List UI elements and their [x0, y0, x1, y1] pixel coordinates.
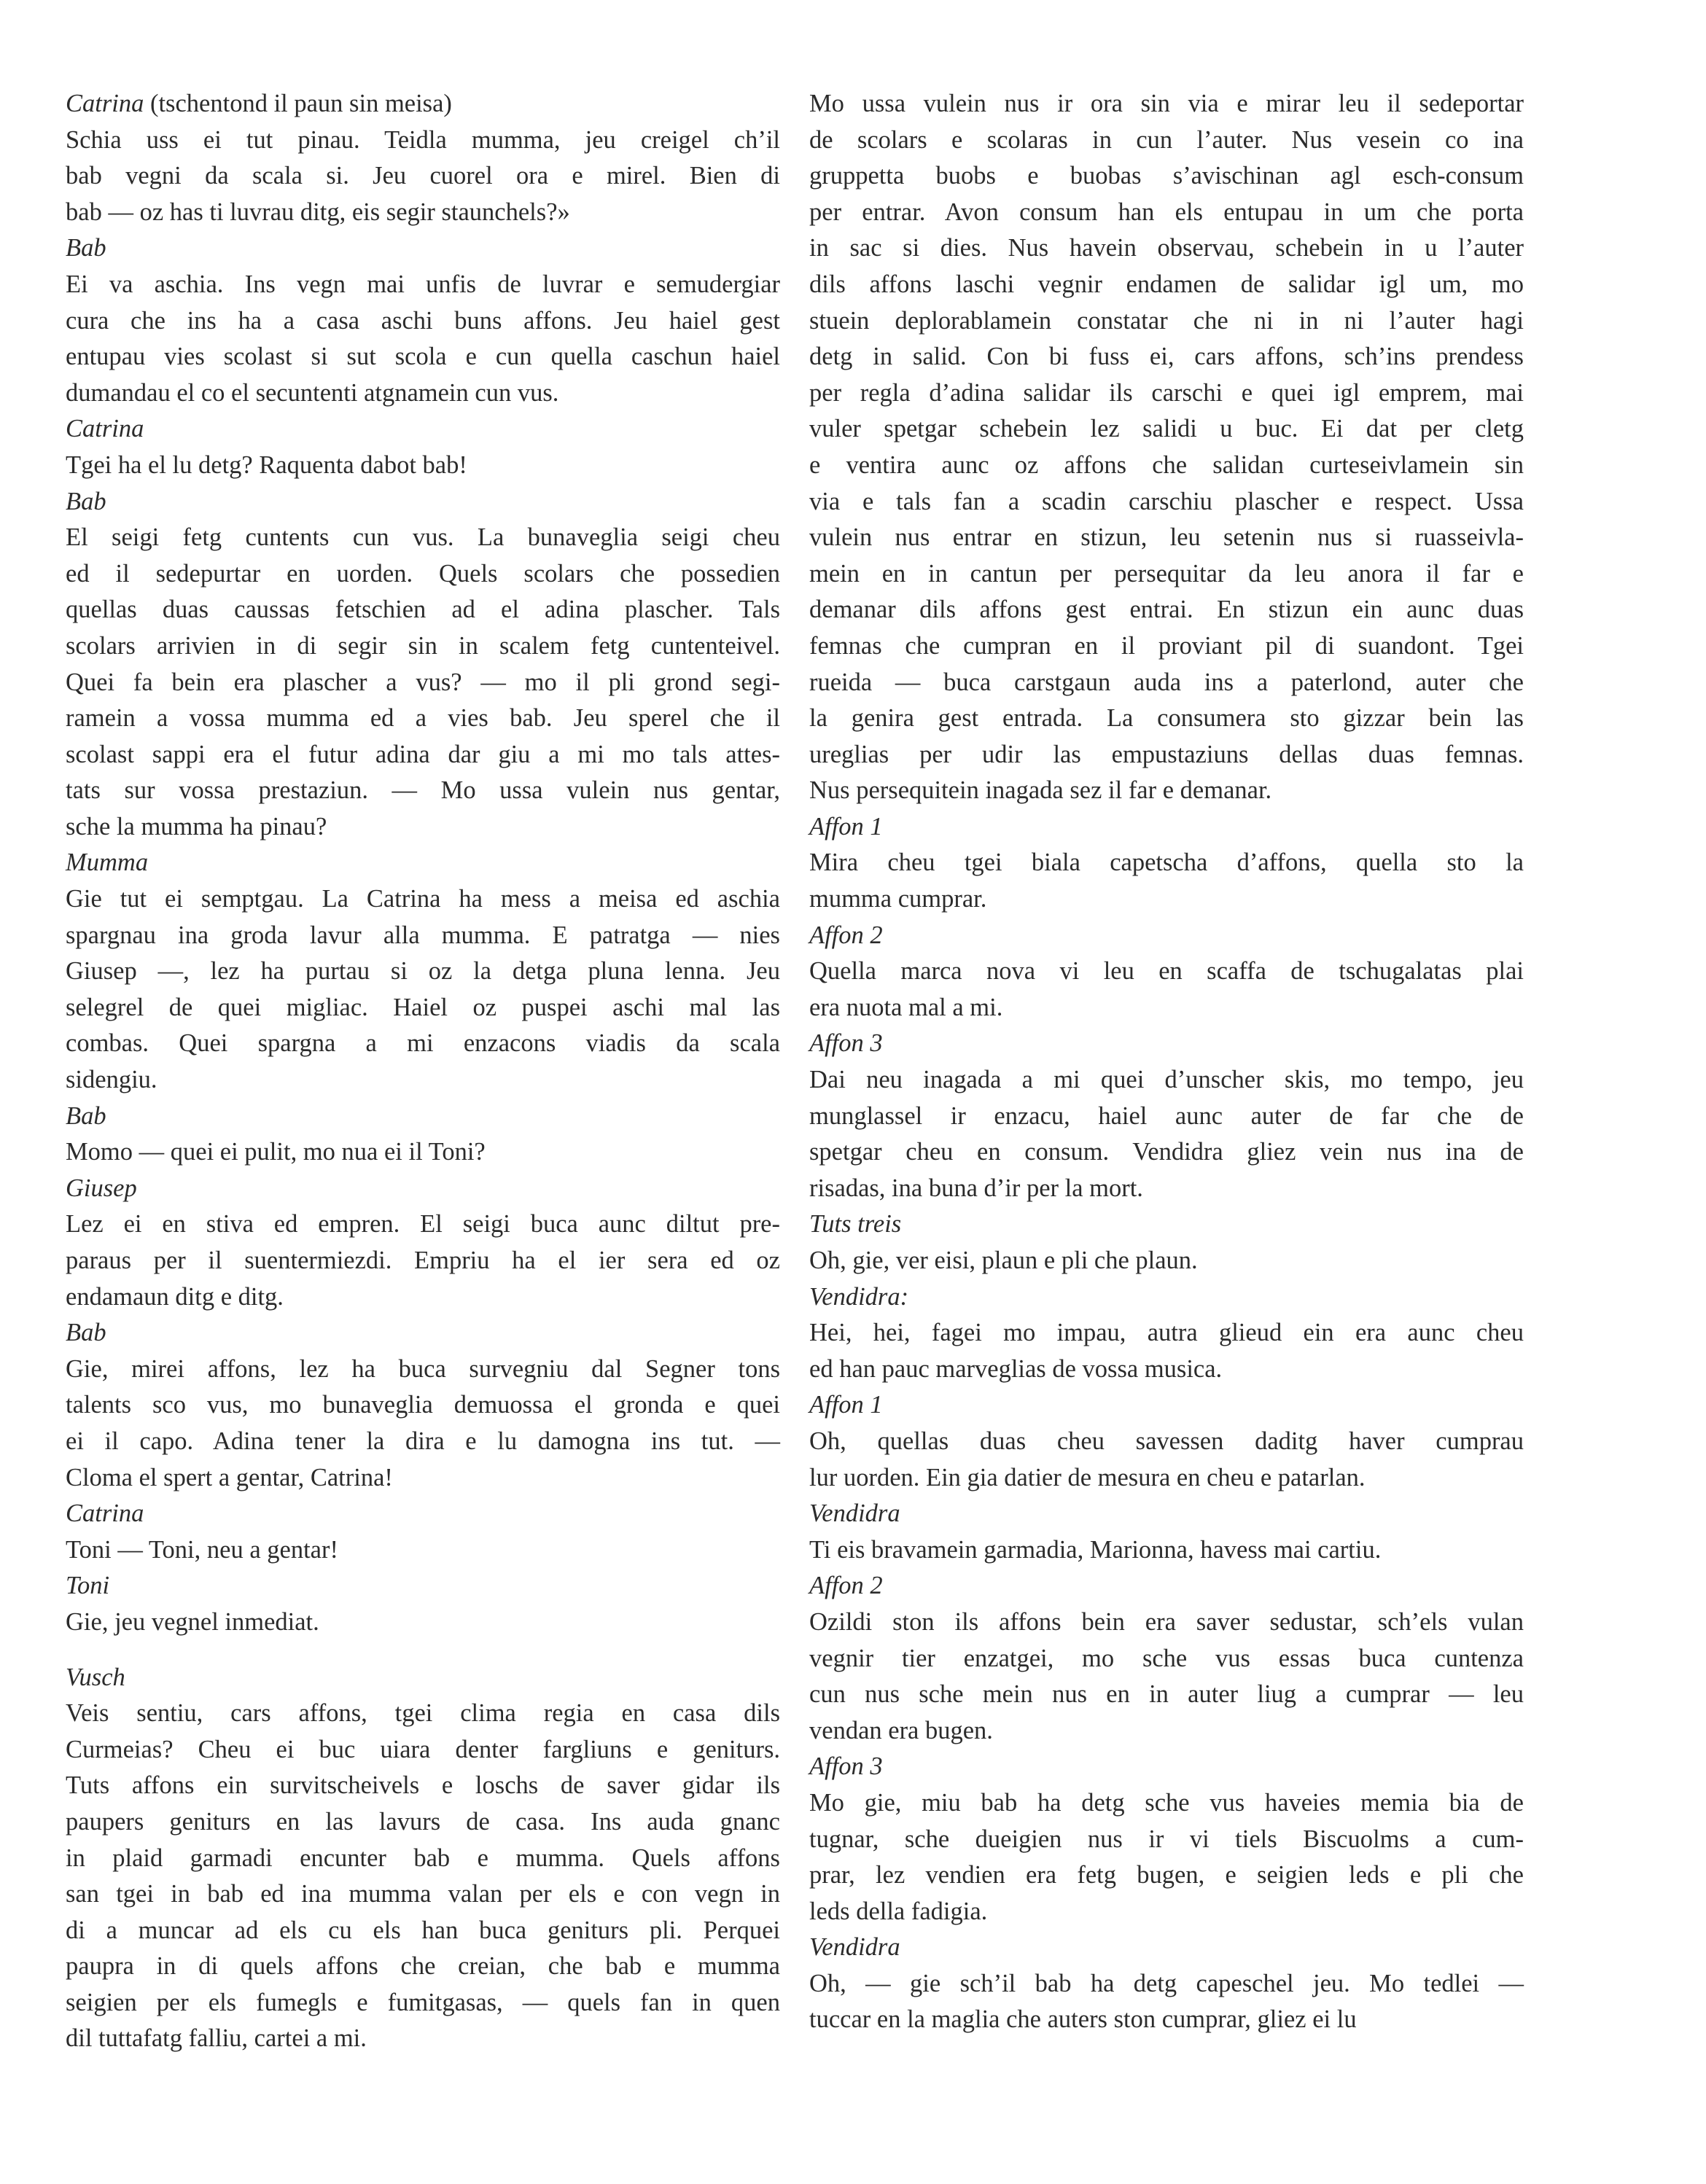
text-line: El seigi fetg cuntents cun vus. La bunaveglia seigi cheu [66, 523, 780, 552]
text-line: vegnir tier enzatgei, mo sche vus essas buca cuntenza [809, 1644, 1524, 1672]
speaker-line [66, 1568, 780, 1604]
speaker-line [66, 484, 780, 520]
text-line: leds della fadigia. [809, 1897, 988, 1925]
text-line: vulein nus entrar en stizun, leu setenin nus si ruasseivla- [809, 523, 1524, 552]
text-line: demanar dils affons gest entrai. En stizun ein aunc duas [809, 596, 1524, 624]
speaker-line [66, 411, 780, 448]
speaker-line [66, 230, 780, 267]
text-line: quellas duas caussas fetschien ad el adina plascher. Tals [66, 596, 780, 624]
text-line: scolast sappi era el futur adina dar giu a mi mo tals attes- [66, 740, 780, 768]
speaker-line [66, 1496, 780, 1532]
text-line: Gie tut ei semptgau. La Catrina ha mess a meisa ed aschia [66, 885, 780, 913]
text-line: ei il capo. Adina tener la dira e lu damogna ins tut. — [66, 1427, 780, 1455]
text-line: talents sco vus, mo bunaveglia demuossa el gronda e quei [66, 1391, 780, 1419]
speaker-name: Affon 3 [809, 1752, 883, 1781]
section-gap [66, 1641, 780, 1660]
speaker-name: Giusep [66, 1174, 137, 1202]
text-line: in sac si dies. Nus havein observau, schebein in u l’auter [809, 234, 1524, 262]
text-line: via e tals fan a scadin carschiu plascher e respect. Ussa [809, 487, 1524, 515]
text-line: combas. Quei spargna a mi enzacons viadis da scala [66, 1029, 780, 1058]
text-line: paraus per il suentermiezdi. Empriu ha el ier sera ed oz [66, 1247, 780, 1274]
speaker-name: Catrina [66, 415, 144, 443]
speaker-name: Toni [66, 1572, 110, 1600]
text-line: munglassel ir enzacu, haiel aunc auter de far che de [809, 1101, 1524, 1130]
text-line: endamaun ditg e ditg. [66, 1282, 284, 1311]
text-line: de scolars e scolaras in cun l’auter. Nus vesein co ina [809, 125, 1524, 154]
text-line: seigien per els fumegls e fumitgasas, — quels fan in quen [66, 1988, 780, 2016]
speaker-line [809, 1749, 1524, 1785]
text-line: Tuts affons ein survitscheivels e loschs de saver gidar ils [66, 1771, 780, 1800]
text-line: dil tuttafatg falliu, cartei a mi. [66, 2024, 367, 2053]
speaker-name: Vendidra: [809, 1282, 909, 1311]
text-line: san tgei in bab ed ina mumma valan per els e con vegn in [66, 1880, 780, 1908]
text-line: Veis sentiu, cars affons, tgei clima regia en casa dils [66, 1699, 780, 1728]
speaker-name: Affon 3 [809, 1029, 883, 1058]
text-line: Ozildi ston ils affons bein era saver sedustar, sch’els vulan [809, 1607, 1524, 1636]
text-line: spetgar cheu en consum. Vendidra gliez vein nus ina de [809, 1138, 1524, 1166]
text-line: vendan era bugen. [809, 1716, 993, 1744]
text-line: Lez ei en stiva ed empren. El seigi buca aunc diltut pre- [66, 1210, 780, 1239]
text-line: in plaid garmadi encunter bab e mumma. Quels affons [66, 1844, 780, 1872]
text-line: tats sur vossa prestaziun. — Mo ussa vulein nus gentar, [66, 776, 780, 805]
text-line: ed il sedepurtar en uorden. Quels scolars che possedien [66, 559, 780, 588]
text-line: Quei fa bein era plascher a vus? — mo il pli grond segi- [66, 668, 780, 696]
stage-direction: (tschentond il paun sin meisa) [144, 90, 452, 117]
speaker-name: Mumma [66, 849, 149, 877]
text-line: Gie, jeu vegnel inmediat. [66, 1607, 319, 1636]
text-line: cura che ins ha a casa aschi buns affons. Jeu haiel gest [66, 306, 780, 335]
text-line: mein en in cantun per persequitar da leu anora il far e [809, 559, 1524, 588]
text-line: Tgei ha el lu detg? Raquenta dabot bab! [66, 451, 467, 479]
speaker-name: Affon 2 [809, 1572, 883, 1600]
speaker-line [809, 1568, 1524, 1604]
text-line: mumma cumprar. [809, 885, 987, 913]
text-line: di a muncar ad els cu els han buca geniturs pli. Perquei [66, 1916, 780, 1944]
text-line: Cloma el spert a gentar, Catrina! [66, 1463, 393, 1491]
text-line: paupra in di quels affons che creian, che bab e mumma [66, 1952, 780, 1981]
text-line: sche la mumma ha pinau? [66, 812, 327, 841]
text-line: scolars arrivien in di segir sin in scalem fetg cuntenteivel. [66, 631, 780, 660]
speaker-name: Affon 2 [809, 921, 883, 949]
speaker-name: Affon 1 [809, 1391, 883, 1419]
text-line: rueida — buca carstgaun auda ins a paterlond, auter che [809, 668, 1524, 696]
speaker-name: Affon 1 [809, 812, 883, 841]
text-line: ed han pauc marveglias de vossa musica. [809, 1354, 1223, 1383]
text-line: Oh, quellas duas cheu savessen daditg haver cumprau [809, 1427, 1524, 1455]
text-line: Nus persequitein inagada sez il far e demanar. [809, 776, 1272, 805]
text-line: tugnar, sche dueigien nus ir vi tiels Biscuolms a cum- [809, 1825, 1524, 1853]
speaker-name: Bab [66, 487, 106, 515]
text-line: Mira cheu tgei biala capetscha d’affons, quella sto la [809, 849, 1524, 877]
speaker-name: Catrina [66, 90, 144, 117]
text-line: ramein a vossa mumma ed a vies bab. Jeu sperel che il [66, 704, 780, 733]
right-column [809, 86, 1524, 2038]
speaker-line [809, 1279, 1524, 1316]
speaker-line [809, 1026, 1524, 1062]
text-line: femnas che cumpran en il proviant pil di suandont. Tgei [809, 631, 1524, 660]
speaker-line [66, 86, 780, 122]
text-line: Mo gie, miu bab ha detg sche vus haveies memia bia de [809, 1788, 1524, 1817]
text-line: la genira gest entrada. La consumera sto gizzar bein las [809, 704, 1524, 733]
text-line: cun nus sche mein nus en in auter liug a cumprar — leu [809, 1680, 1524, 1709]
text-line: vuler spetgar schebein lez salidi u buc. Ei dat per cletg [809, 415, 1524, 443]
text-line: lur uorden. Ein gia datier de mesura en cheu e patarlan. [809, 1463, 1366, 1491]
speaker-line [809, 1496, 1524, 1532]
text-line: e ventira aunc oz affons che salidan curteseivlamein sin [809, 451, 1524, 479]
speaker-line [809, 918, 1524, 954]
text-line: dils affons laschi vegnir endamen de salidar igl um, mo [809, 270, 1524, 298]
text-line: stuein deplorablamein constatar che ni in ni l’auter hagi [809, 306, 1524, 335]
text-line: era nuota mal a mi. [809, 993, 1003, 1021]
speaker-name: Vusch [66, 1663, 125, 1691]
text-line: Gie, mirei affons, lez ha buca survegniu dal Segner tons [66, 1354, 780, 1383]
text-line: dumandau el co el secuntenti atgnamein cun vus. [66, 378, 559, 407]
text-line: per regla d’adina salidar ils carschi e quei igl emprem, mai [809, 378, 1524, 407]
text-line: Oh, gie, ver eisi, plaun e pli che plaun. [809, 1247, 1198, 1274]
speaker-line [809, 809, 1524, 846]
speaker-line [66, 1660, 780, 1696]
left-column [66, 86, 780, 2057]
speaker-line [809, 1387, 1524, 1424]
speaker-line [66, 1099, 780, 1135]
speaker-line [66, 1171, 780, 1207]
text-line: Dai neu inagada a mi quei d’unscher skis, mo tempo, jeu [809, 1066, 1524, 1094]
text-line: detg in salid. Con bi fuss ei, cars affons, sch’ins prendess [809, 343, 1524, 371]
speaker-name: Vendidra [809, 1933, 900, 1962]
text-line: prar, lez vendien era fetg bugen, e seigien leds e pli che [809, 1861, 1524, 1889]
speaker-name: Catrina [66, 1499, 144, 1528]
text-line: Momo — quei ei pulit, mo nua ei il Toni? [66, 1138, 486, 1166]
text-line: per entrar. Avon consum han els entupau in um che porta [809, 198, 1524, 226]
text-line: Curmeias? Cheu ei buc uiara denter fargliuns e geniturs. [66, 1735, 780, 1763]
text-line: Mo ussa vulein nus ir ora sin via e mirar leu il sedeportar [809, 90, 1524, 117]
speaker-name: Vendidra [809, 1499, 900, 1528]
text-line: tuccar en la maglia che auters ston cumprar, gliez ei lu [809, 2005, 1357, 2034]
text-line: risadas, ina buna d’ir per la mort. [809, 1174, 1143, 1202]
text-line: bab vegni da scala si. Jeu cuorel ora e mirel. Bien di [66, 162, 780, 190]
text-line: Quella marca nova vi leu en scaffa de tschugalatas plai [809, 957, 1524, 986]
speaker-line [809, 1206, 1524, 1243]
text-line: spargnau ina groda lavur alla mumma. E patratga — nies [66, 921, 780, 949]
text-line: Giusep —, lez ha purtau si oz la detga pluna lenna. Jeu [66, 957, 780, 986]
text-line: selegrel de quei migliac. Haiel oz puspei aschi mal las [66, 993, 780, 1021]
speaker-name: Bab [66, 234, 106, 262]
text-line: Toni — Toni, neu a gentar! [66, 1535, 338, 1564]
text-line: gruppetta buobs e buobas s’avischinan agl esch-consum [809, 162, 1524, 190]
speaker-line [66, 1315, 780, 1352]
text-line: entupau vies scolast si sut scola e cun quella caschun haiel [66, 343, 780, 371]
text-line: sidengiu. [66, 1066, 157, 1094]
text-line: Oh, — gie sch’il bab ha detg capeschel jeu. Mo tedlei — [809, 1969, 1524, 1997]
speaker-name: Tuts treis [809, 1210, 902, 1239]
text-line: bab — oz has ti luvrau ditg, eis segir staunchels?» [66, 198, 570, 226]
text-line: Ei va aschia. Ins vegn mai unfis de luvrar e semudergiar [66, 270, 780, 298]
text-line: Schia uss ei tut pinau. Teidla mumma, jeu creigel ch’il [66, 125, 780, 154]
speaker-name: Bab [66, 1101, 106, 1130]
text-line: ureglias per udir las empustaziuns dellas duas femnas. [809, 740, 1524, 768]
speaker-line [66, 845, 780, 881]
text-line: Hei, hei, fagei mo impau, autra glieud ein era aunc cheu [809, 1319, 1524, 1347]
speaker-line [809, 1930, 1524, 1966]
speaker-name: Bab [66, 1319, 106, 1347]
text-line: Ti eis bravamein garmadia, Marionna, havess mai cartiu. [809, 1535, 1382, 1564]
text-line: paupers geniturs en las lavurs de casa. Ins auda gnanc [66, 1807, 780, 1836]
